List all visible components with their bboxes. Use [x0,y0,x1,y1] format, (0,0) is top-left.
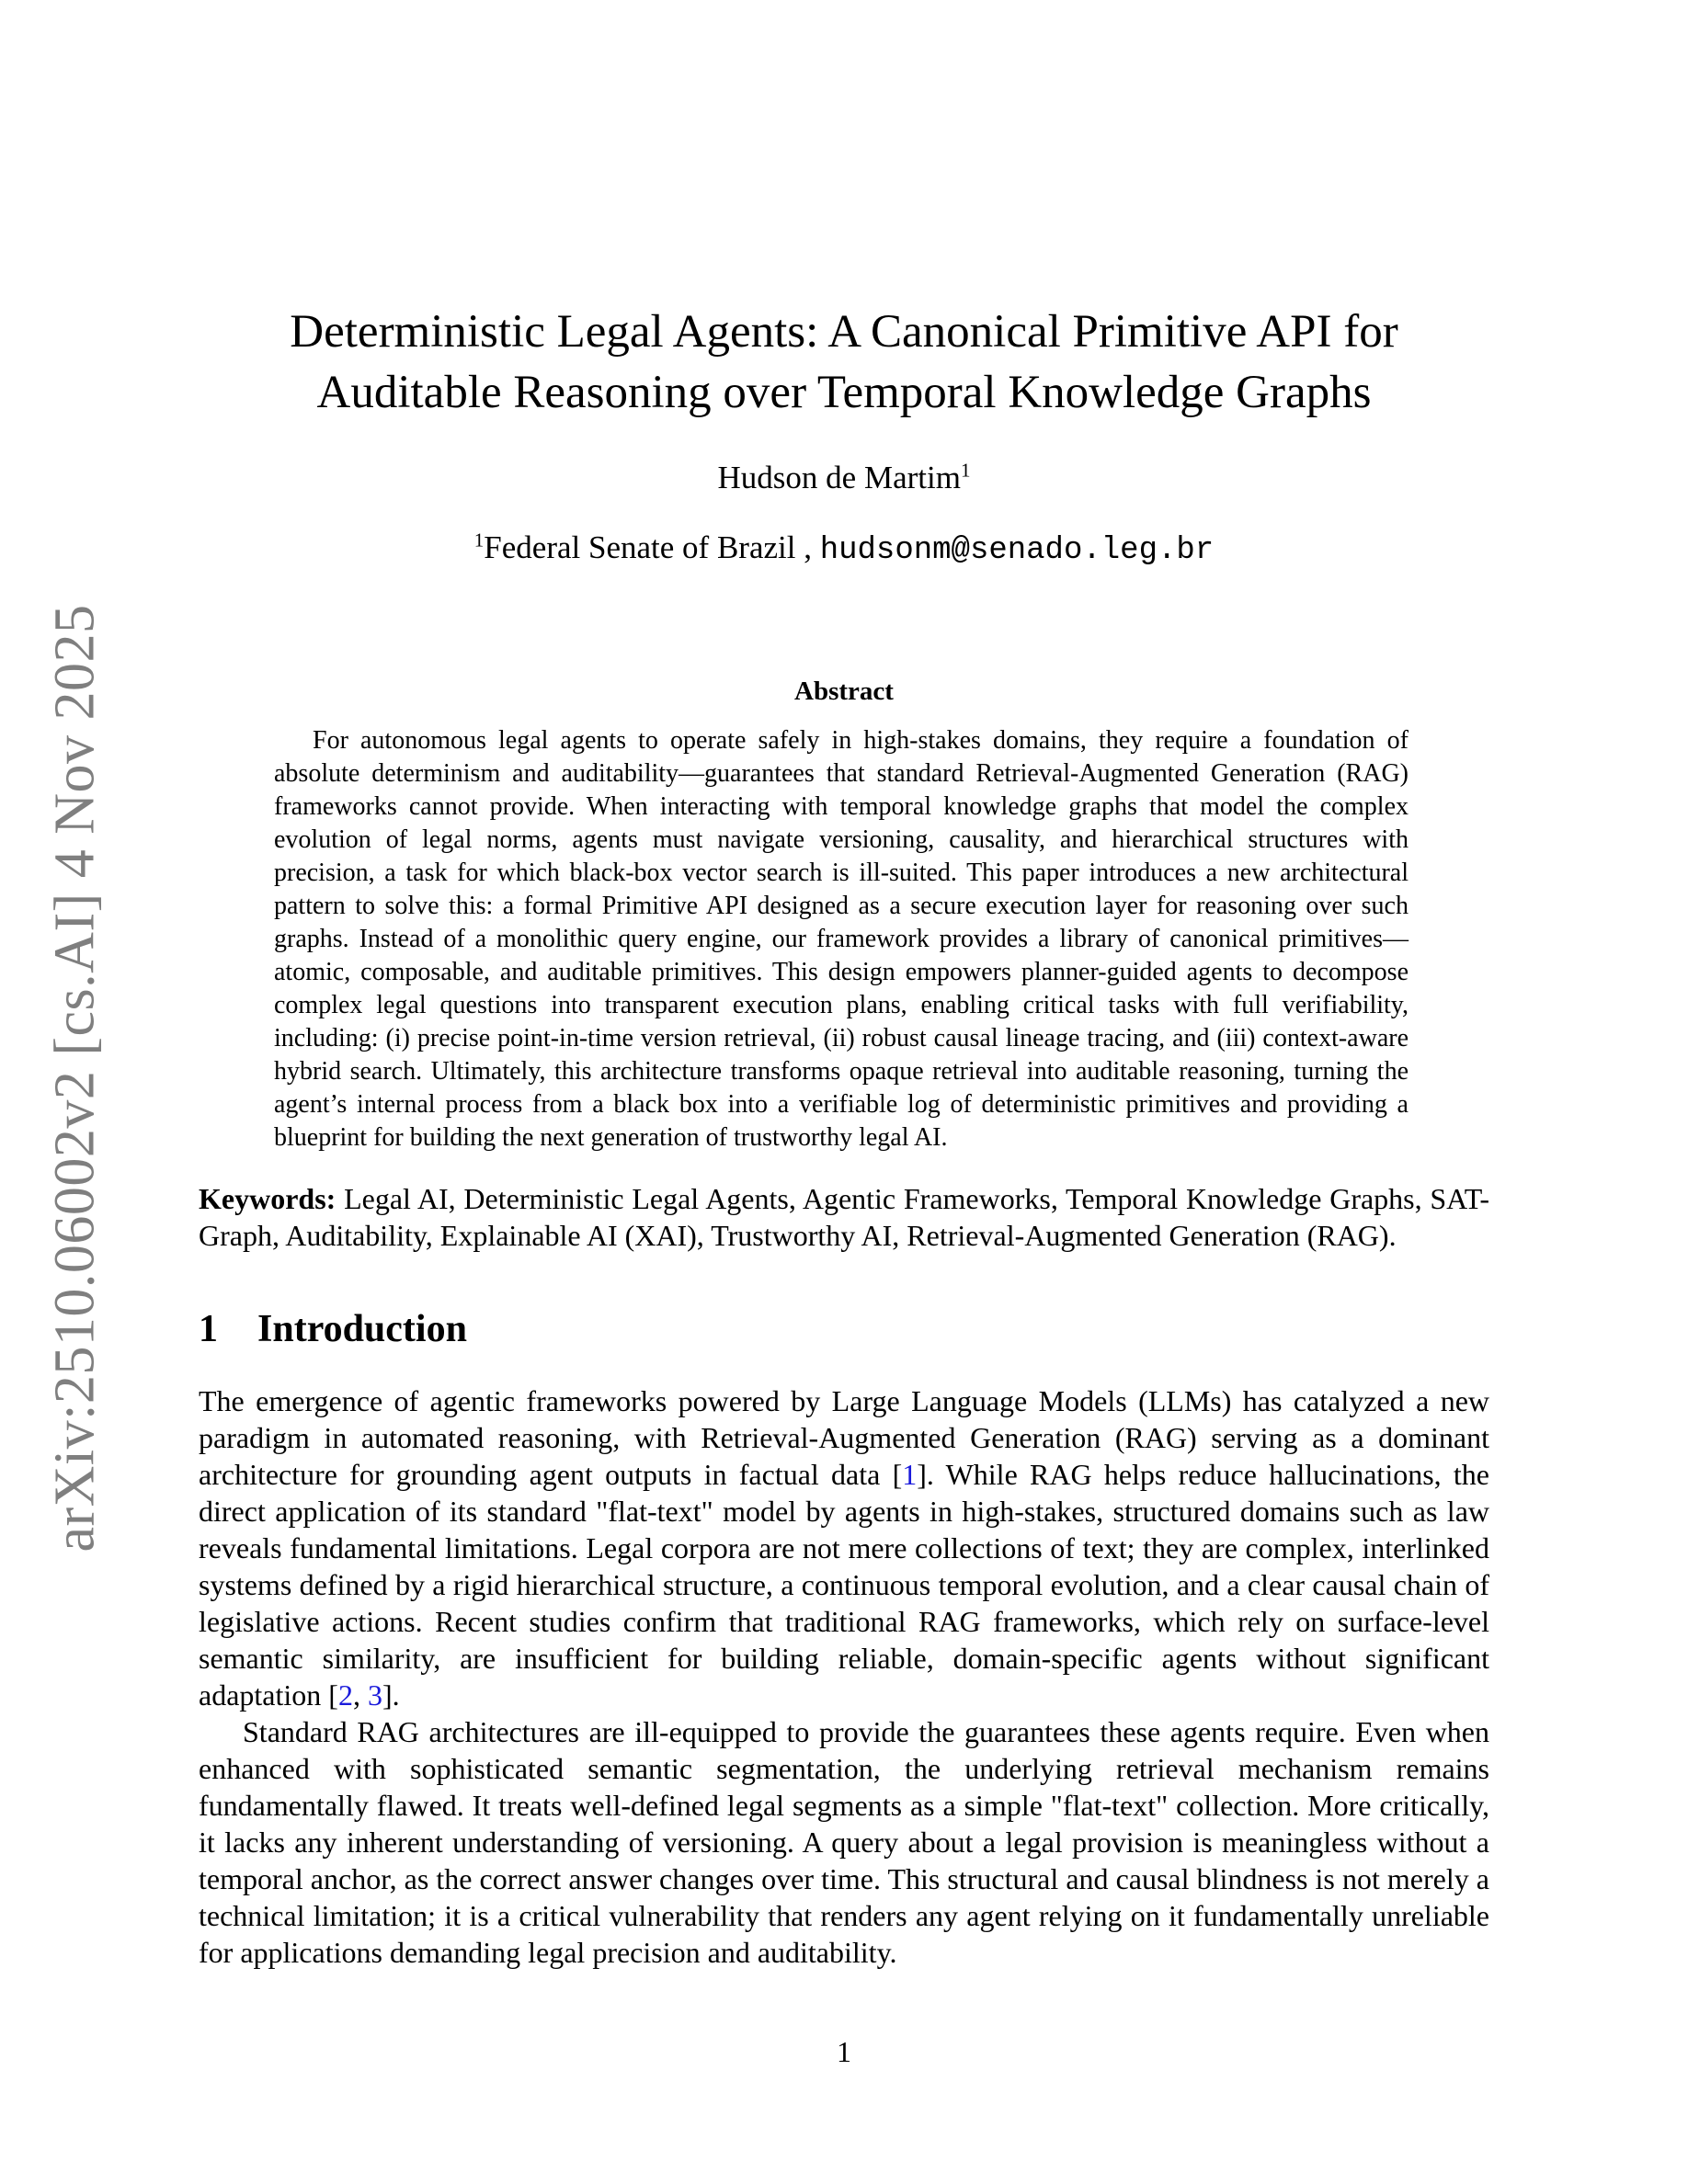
author-email[interactable]: hudsonm@senado.leg.br [819,533,1215,568]
citation-link-3[interactable]: 3 [367,1678,382,1712]
arxiv-identifier: arXiv:2510.06002v2 [cs.AI] 4 Nov 2025 [43,603,107,1553]
title-line-1: Deterministic Legal Agents: A Canonical Primitive API for [290,306,1398,358]
citation-link-1[interactable]: 1 [902,1458,918,1491]
section-number: 1 [199,1308,218,1350]
affiliation-line [202,528,1486,571]
keywords-block [199,1180,1489,1254]
paragraph-1-part-2: ]. While RAG helps reduce hallucinations, the direct application of its standard "flat-text" model by agents in high-stakes, structured domains such as law reveals fundamental limitations. Legal corpora are not mere collections of text; they are complex, interlinked systems defined by a rigid hierarchical structure, a continuous temporal evolution, and a clear causal chain of legislative actions. Recent studies confirm that traditional RAG frameworks, which rely on surface-level semantic similarity, are insufficient for building reliable, domain-specific agents without significant adaptation [ [199,1458,1490,1712]
keywords-text: Legal AI, Deterministic Legal Agents, Agentic Frameworks, Temporal Knowledge Graphs, SAT-Graph, Auditability, Explainable AI (XAI), Trustworthy AI, Retrieval-Augmented Generation (RAG). [199,1182,1490,1252]
title-line-2: Auditable Reasoning over Temporal Knowledge Graphs [316,367,1372,418]
intro-paragraph-1 [199,1382,1489,1713]
citation-link-2[interactable]: 2 [337,1678,353,1712]
affiliation-institution: Federal Senate of Brazil , [484,529,812,565]
author-line [202,458,1486,498]
arxiv-sidebar-stamp [43,603,107,1553]
paper-title [202,301,1486,423]
affiliation-marker: 1 [473,529,485,552]
section-title: Introduction [257,1308,467,1350]
citation-separator: , [352,1678,368,1712]
section-heading-introduction [199,1305,1489,1353]
abstract-heading: Abstract [794,677,894,706]
paragraph-1-part-3: ]. [382,1678,400,1712]
keywords-label: Keywords: [199,1182,336,1215]
introduction-body [199,1382,1489,1971]
paragraph-1-part-1: The emergence of agentic frameworks powered by Large Language Models (LLMs) has catalyzed a new paradigm in automated reasoning, with Retrieval-Augmented Generation (RAG) serving as a dominant architecture for grounding agent outputs in factual data [ [199,1384,1489,1491]
page-number: 1 [837,2035,851,2068]
intro-paragraph-2: Standard RAG architectures are ill-equipped to provide the guarantees these agents require. Even when enhanced with sophisticated semantic segmentation, the underlying retrieval mechanism remains fundamentally flawed. It treats well-defined legal segments as a simple "flat-text" collection. More critically, it lacks any inherent understanding of versioning. A query about a legal provision is meaningless without a temporal anchor, as the correct answer changes over time. This structural and causal blindness is not merely a technical limitation; it is a critical vulnerability that renders any agent relying on it fundamentally unreliable for applications demanding legal precision and auditability. [199,1715,1489,1969]
author-name: Hudson de Martim [717,460,961,495]
abstract-text: For autonomous legal agents to operate safely in high-stakes domains, they require a foundation of absolute determinism and auditability—guarantees that standard Retrieval-Augmented Generation (RAG) frameworks cannot provide. When interacting with temporal knowledge graphs that model the complex evolution of legal norms, agents must navigate versioning, causality, and hierarchical structures with precision, a task for which black-box vector search is ill-suited. This paper introduces a new architectural pattern to solve this: a formal Primitive API designed as a secure execution layer for reasoning over such graphs. Instead of a monolithic query engine, our framework provides a library of canonical primitives—atomic, composable, and auditable primitives. This design empowers planner-guided agents to decompose complex legal questions into transparent execution plans, enabling critical tasks with full verifiability, including: (i) precise point-in-time version retrieval, (ii) robust causal lineage tracing, and (iii) context-aware hybrid search. Ultimately, this architecture transforms opaque retrieval into auditable reasoning, turning the agent’s internal process from a black box into a verifiable log of deterministic primitives and providing a blueprint for building the next generation of trustworthy legal AI. [274,726,1409,1152]
author-affiliation-marker: 1 [960,459,971,482]
